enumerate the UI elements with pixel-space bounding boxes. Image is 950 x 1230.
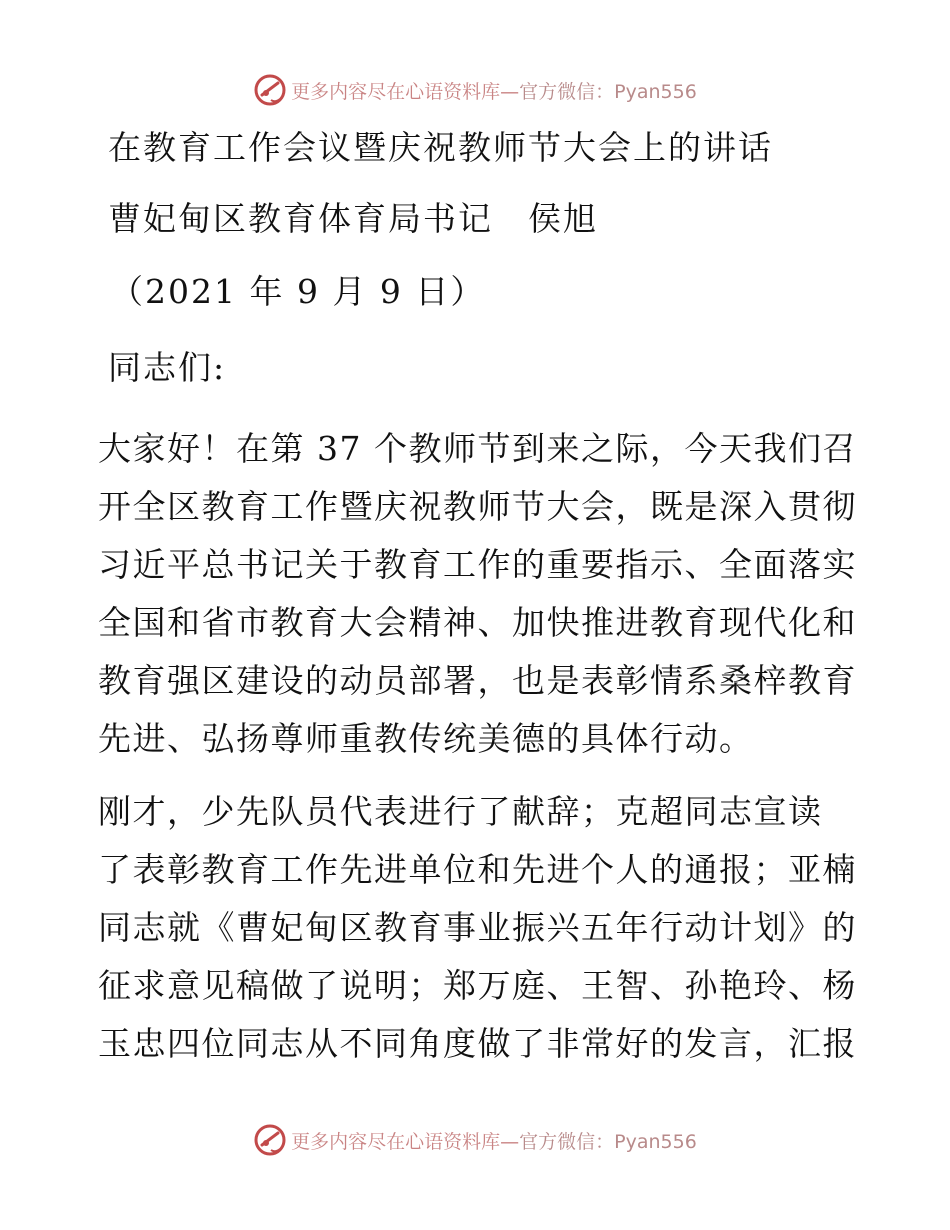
paragraph-line: 教育强区建设的动员部署，也是表彰情系桑梓教育: [98, 661, 857, 700]
paragraph-line: 玉忠四位同志从不同角度做了非常好的发言，汇报: [98, 1024, 857, 1063]
paragraph-line: 全国和省市教育大会精神、加快推进教育现代化和: [98, 603, 857, 642]
banner-title: 更多内容尽在心语资料库—: [291, 80, 520, 103]
paragraph-line: 开全区教育工作暨庆祝教师节大会，既是深入贯彻: [98, 487, 857, 526]
document-title: 在教育工作会议暨庆祝教师节大会上的讲话: [108, 128, 773, 167]
paragraph-line: 刚才，少先队员代表进行了献辞；克超同志宣读: [98, 792, 823, 831]
header-banner: [0, 70, 950, 110]
document-author: 曹妃甸区教育体育局书记 侯旭: [108, 199, 598, 238]
paragraph-line: 征求意见稿做了说明；郑万庭、王智、孙艳玲、杨: [98, 966, 857, 1005]
document-greeting: 同志们:: [108, 348, 227, 387]
paragraph-1: [98, 420, 858, 768]
paragraph-line: 习近平总书记关于教育工作的重要指示、全面落实: [98, 545, 857, 584]
banner-wechat: 官方微信：Pyan556: [519, 1130, 697, 1153]
banner-text: [291, 77, 697, 104]
paragraph-2: [98, 783, 858, 1073]
paragraph-line: 大家好！在第 37 个教师节到来之际，今天我们召: [98, 429, 857, 468]
brand-logo-icon: [253, 73, 287, 107]
footer-banner: [0, 1120, 950, 1160]
paragraph-line: 先进、弘扬尊师重教传统美德的具体行动。: [98, 719, 754, 758]
banner-wechat: 官方微信：Pyan556: [519, 80, 697, 103]
banner-text: [291, 1127, 697, 1154]
brand-logo-icon: [253, 1123, 287, 1157]
paragraph-line: 了表彰教育工作先进单位和先进个人的通报；亚楠: [98, 850, 857, 889]
document-date: （2021 年 9 月 9 日）: [110, 272, 486, 311]
banner-title: 更多内容尽在心语资料库—: [291, 1130, 520, 1153]
paragraph-line: 同志就《曹妃甸区教育事业振兴五年行动计划》的: [98, 908, 857, 947]
